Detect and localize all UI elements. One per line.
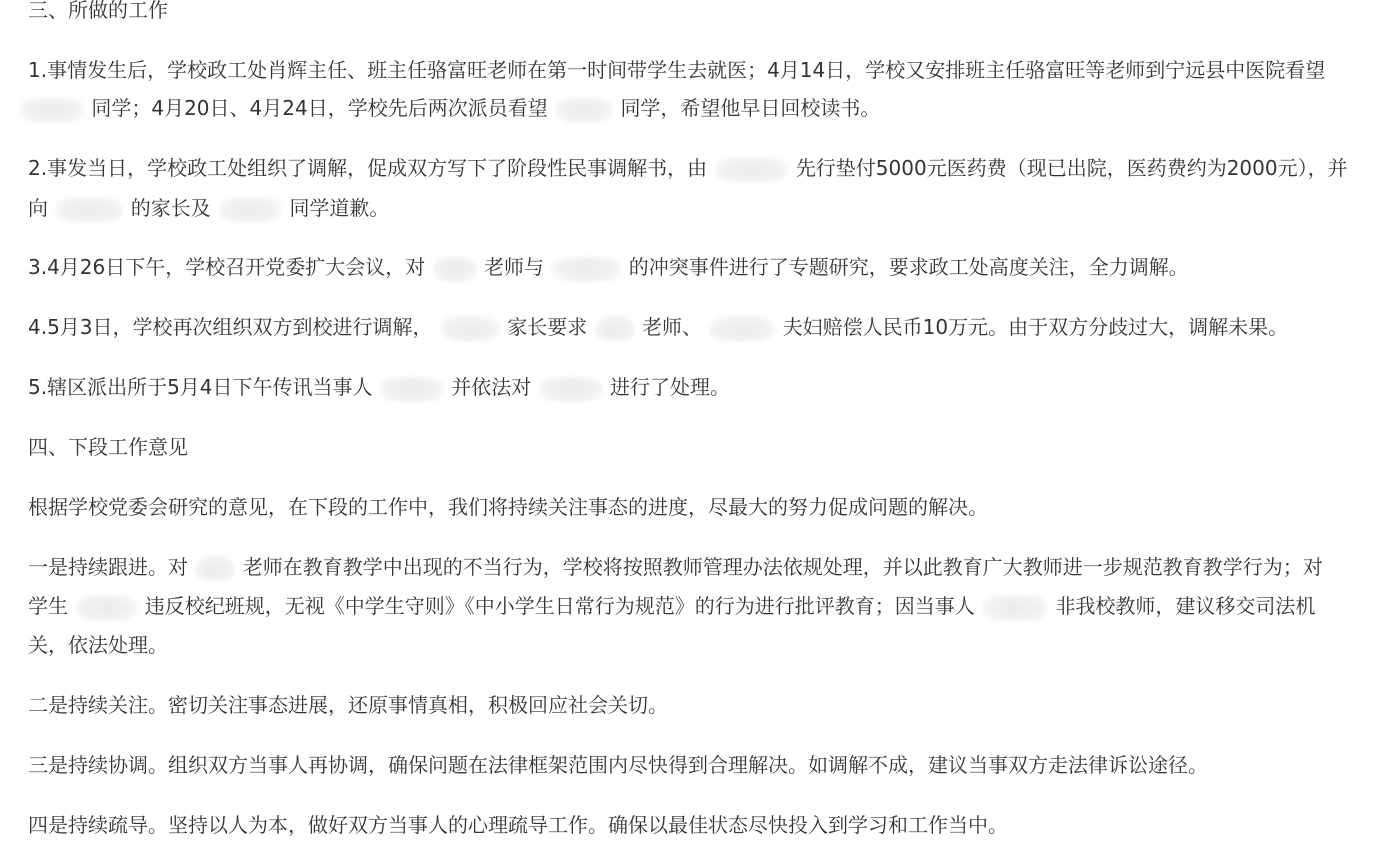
text: 先行垫付5000元医药费（现已出院，医药费约为2000元），并	[795, 156, 1348, 180]
text: 4.5月3日，学校再次组织双方到校进行调解，	[28, 315, 433, 339]
paragraph-7-line-2	[28, 591, 1315, 621]
text: 的家长及	[130, 196, 211, 220]
heading-text: 三、所做的工作	[28, 0, 168, 22]
text: 并依法对	[451, 375, 532, 399]
text: 同学，希望他早日回校读书。	[620, 96, 881, 120]
text: 的冲突事件进行了专题研究，要求政工处高度关注，全力调解。	[628, 255, 1189, 279]
text: 老师、	[641, 315, 702, 339]
paragraph-10	[28, 810, 1008, 840]
text: 老师在教育教学中出现的不当行为，学校将按照教师管理办法依规处理，并以此教育广大教师进一步规范教育教学行为；对	[242, 555, 1323, 579]
text: 违反校纪班规，无视《中学生守则》《中小学生日常行为规范》的行为进行批评教育；因当事人	[144, 594, 975, 618]
redaction-blur	[55, 197, 123, 223]
paragraph-7-line-3	[28, 630, 168, 660]
text: 学生	[28, 594, 68, 618]
redaction-blur	[551, 256, 621, 282]
paragraph-8	[28, 690, 668, 720]
redaction-blur	[75, 595, 137, 621]
text: 老师与	[483, 255, 544, 279]
redaction-blur	[982, 595, 1048, 621]
redaction-blur	[714, 157, 788, 183]
text: 家长要求	[507, 315, 588, 339]
redaction-blur	[709, 316, 775, 342]
paragraph-6	[28, 492, 988, 522]
text: 同学；4月20日、4月24日，学校先后两次派员看望	[91, 96, 548, 120]
text: 一是持续跟进。对	[28, 555, 188, 579]
text: 向	[28, 196, 48, 220]
paragraph-3	[28, 252, 1189, 282]
text: 2.事发当日，学校政工处组织了调解，促成双方写下了阶段性民事调解书，由	[28, 156, 708, 180]
text: 1.事情发生后，学校政工处肖辉主任、班主任骆富旺老师在第一时间带学生去就医；4月14日，学校又安排班主任骆富旺等老师到宁远县中医院看望	[28, 58, 1326, 82]
redaction-blur	[539, 376, 603, 402]
text: 二是持续关注。密切关注事态进展，还原事情真相，积极回应社会关切。	[28, 693, 668, 717]
paragraph-2-line-1	[28, 153, 1348, 183]
redaction-blur	[20, 97, 84, 123]
text: 3.4月26日下午，学校召开党委扩大会议，对	[28, 255, 426, 279]
paragraph-1-line-1	[28, 55, 1325, 85]
heading-text: 四、下段工作意见	[28, 435, 188, 459]
text: 关，依法处理。	[28, 633, 168, 657]
paragraph-5	[28, 372, 730, 402]
text: 进行了处理。	[609, 375, 730, 399]
text: 5.辖区派出所于5月4日下午传讯当事人	[28, 375, 373, 399]
text: 同学道歉。	[289, 196, 390, 220]
redaction-blur	[440, 316, 500, 342]
section-heading-3	[28, 0, 168, 25]
paragraph-1-line-2	[28, 93, 880, 123]
text: 夫妇赔偿人民币10万元。由于双方分歧过大，调解未果。	[782, 315, 1289, 339]
text: 根据学校党委会研究的意见，在下段的工作中，我们将持续关注事态的进度，尽最大的努力促成问题的解决。	[28, 495, 988, 519]
redaction-blur	[555, 97, 613, 123]
text: 非我校教师，建议移交司法机	[1055, 594, 1316, 618]
redaction-blur	[595, 316, 635, 342]
text: 三是持续协调。组织双方当事人再协调，确保问题在法律框架范围内尽快得到合理解决。如调解不成，建议当事双方走法律诉讼途径。	[28, 753, 1208, 777]
redaction-blur	[195, 556, 235, 582]
section-heading-4	[28, 432, 188, 462]
text: 四是持续疏导。坚持以人为本，做好双方当事人的心理疏导工作。确保以最佳状态尽快投入到学习和工作当中。	[28, 813, 1008, 837]
paragraph-2-line-2	[28, 193, 389, 223]
redaction-blur	[433, 256, 477, 282]
redaction-blur	[380, 376, 444, 402]
redaction-blur	[218, 197, 282, 223]
paragraph-4	[28, 312, 1288, 342]
paragraph-7-line-1	[28, 552, 1323, 582]
paragraph-9	[28, 750, 1208, 780]
